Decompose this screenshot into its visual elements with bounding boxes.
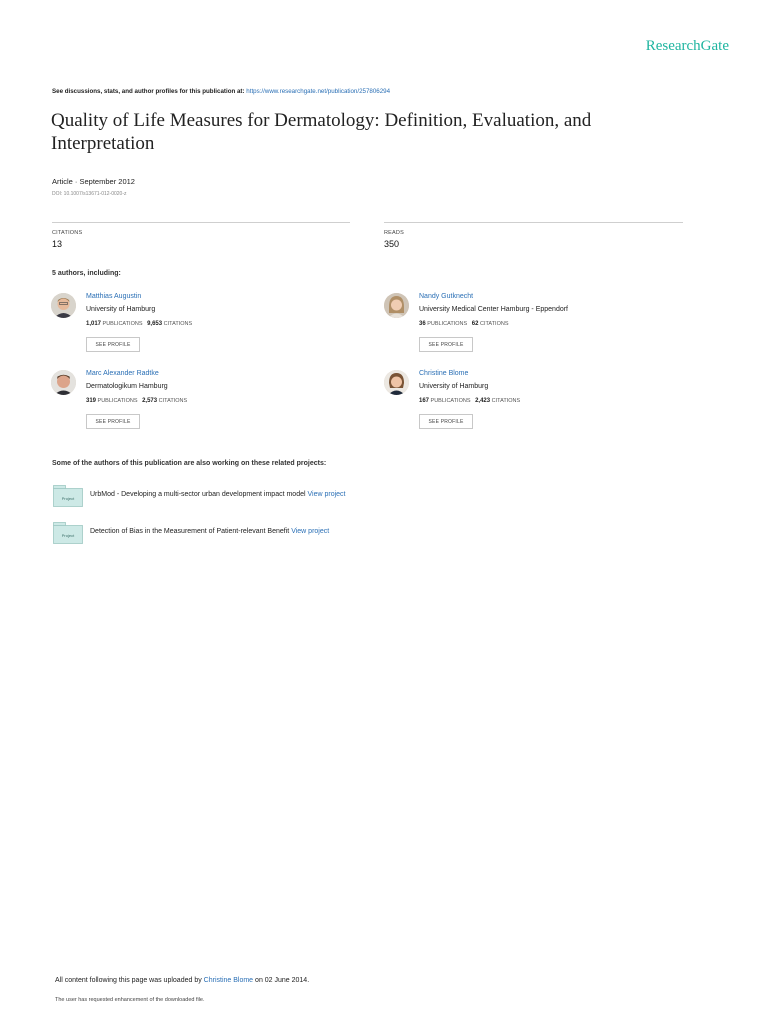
citations-label: CITATIONS bbox=[479, 321, 509, 327]
publications-count: 319 bbox=[86, 398, 97, 404]
see-profile-button[interactable]: SEE PROFILE bbox=[86, 337, 140, 352]
author-stats bbox=[419, 398, 520, 404]
author-name[interactable]: Nandy Gutknecht bbox=[419, 293, 474, 300]
avatar[interactable] bbox=[51, 370, 76, 395]
author-stats bbox=[419, 321, 509, 327]
citations-count: 2,423 bbox=[475, 398, 491, 404]
upload-prefix: All content following this page was uploaded by bbox=[55, 977, 202, 984]
discussions-line bbox=[52, 88, 390, 95]
publications-count: 167 bbox=[419, 398, 430, 404]
discussions-text: See discussions, stats, and author profiles for this publication at: bbox=[52, 88, 245, 95]
view-project-link[interactable]: View project bbox=[307, 491, 346, 498]
author-card bbox=[51, 370, 351, 434]
author-card bbox=[384, 293, 684, 357]
author-name[interactable]: Matthias Augustin bbox=[86, 293, 142, 300]
author-stats bbox=[86, 321, 192, 327]
view-project-link[interactable]: View project bbox=[291, 528, 330, 535]
related-projects-heading: Some of the authors of this publication are also working on these related projects: bbox=[52, 460, 327, 467]
uploader-link[interactable]: Christine Blome bbox=[203, 977, 254, 984]
citations-label: CITATIONS bbox=[163, 321, 193, 327]
enhancement-note: The user has requested enhancement of the downloaded file. bbox=[55, 997, 205, 1003]
author-card bbox=[51, 293, 351, 357]
citations-label: CITATIONS bbox=[158, 398, 188, 404]
article-meta: Article · September 2012 bbox=[52, 177, 135, 186]
author-institution: University of Hamburg bbox=[419, 383, 489, 390]
author-institution: University of Hamburg bbox=[86, 306, 156, 313]
see-profile-button[interactable]: SEE PROFILE bbox=[419, 337, 473, 352]
author-name[interactable]: Marc Alexander Radtke bbox=[86, 370, 159, 377]
see-profile-button[interactable]: SEE PROFILE bbox=[419, 414, 473, 429]
publications-label: PUBLICATIONS bbox=[97, 398, 138, 404]
project-item bbox=[52, 522, 652, 546]
upload-note bbox=[55, 977, 309, 984]
project-title: Detection of Bias in the Measurement of Patient-relevant Benefit bbox=[90, 528, 290, 535]
author-institution: University Medical Center Hamburg - Eppendorf bbox=[419, 306, 569, 313]
project-icon bbox=[53, 522, 83, 544]
upload-suffix: on 02 June 2014. bbox=[255, 977, 310, 984]
author-institution: Dermatologikum Hamburg bbox=[86, 383, 168, 390]
doi: DOI: 10.1007/s13671-012-0020-z bbox=[52, 191, 127, 197]
publications-count: 1,017 bbox=[86, 321, 102, 327]
citations-count: 62 bbox=[471, 321, 479, 327]
divider-citations bbox=[52, 222, 350, 223]
publications-label: PUBLICATIONS bbox=[102, 321, 143, 327]
authors-heading: 5 authors, including: bbox=[52, 270, 121, 277]
see-profile-button[interactable]: SEE PROFILE bbox=[86, 414, 140, 429]
citations-label: CITATIONS bbox=[491, 398, 521, 404]
avatar[interactable] bbox=[384, 293, 409, 318]
project-title: UrbMod - Developing a multi-sector urban development impact model bbox=[90, 491, 306, 498]
avatar[interactable] bbox=[384, 370, 409, 395]
divider-reads bbox=[384, 222, 683, 223]
citations-label: CITATIONS bbox=[52, 230, 83, 236]
researchgate-logo[interactable]: ResearchGate bbox=[645, 38, 729, 54]
publication-link[interactable]: https://www.researchgate.net/publication/257806294 bbox=[246, 88, 391, 95]
author-stats bbox=[86, 398, 187, 404]
project-icon bbox=[53, 485, 83, 507]
author-card bbox=[384, 370, 684, 434]
citations-value: 13 bbox=[52, 239, 63, 249]
avatar[interactable] bbox=[51, 293, 76, 318]
project-icon-label: Project bbox=[61, 533, 75, 538]
reads-value: 350 bbox=[384, 239, 400, 249]
project-text bbox=[90, 528, 329, 535]
citations-count: 2,573 bbox=[142, 398, 158, 404]
publications-label: PUBLICATIONS bbox=[430, 398, 471, 404]
publications-count: 36 bbox=[419, 321, 426, 327]
publications-label: PUBLICATIONS bbox=[427, 321, 468, 327]
reads-label: READS bbox=[384, 230, 404, 236]
citations-count: 9,653 bbox=[147, 321, 163, 327]
project-item bbox=[52, 485, 652, 509]
project-text bbox=[90, 491, 346, 498]
author-name[interactable]: Christine Blome bbox=[419, 370, 469, 377]
paper-title: Quality of Life Measures for Dermatology: Definition, Evaluation, and Interpretation bbox=[51, 110, 592, 154]
project-icon-label: Project bbox=[61, 496, 75, 501]
